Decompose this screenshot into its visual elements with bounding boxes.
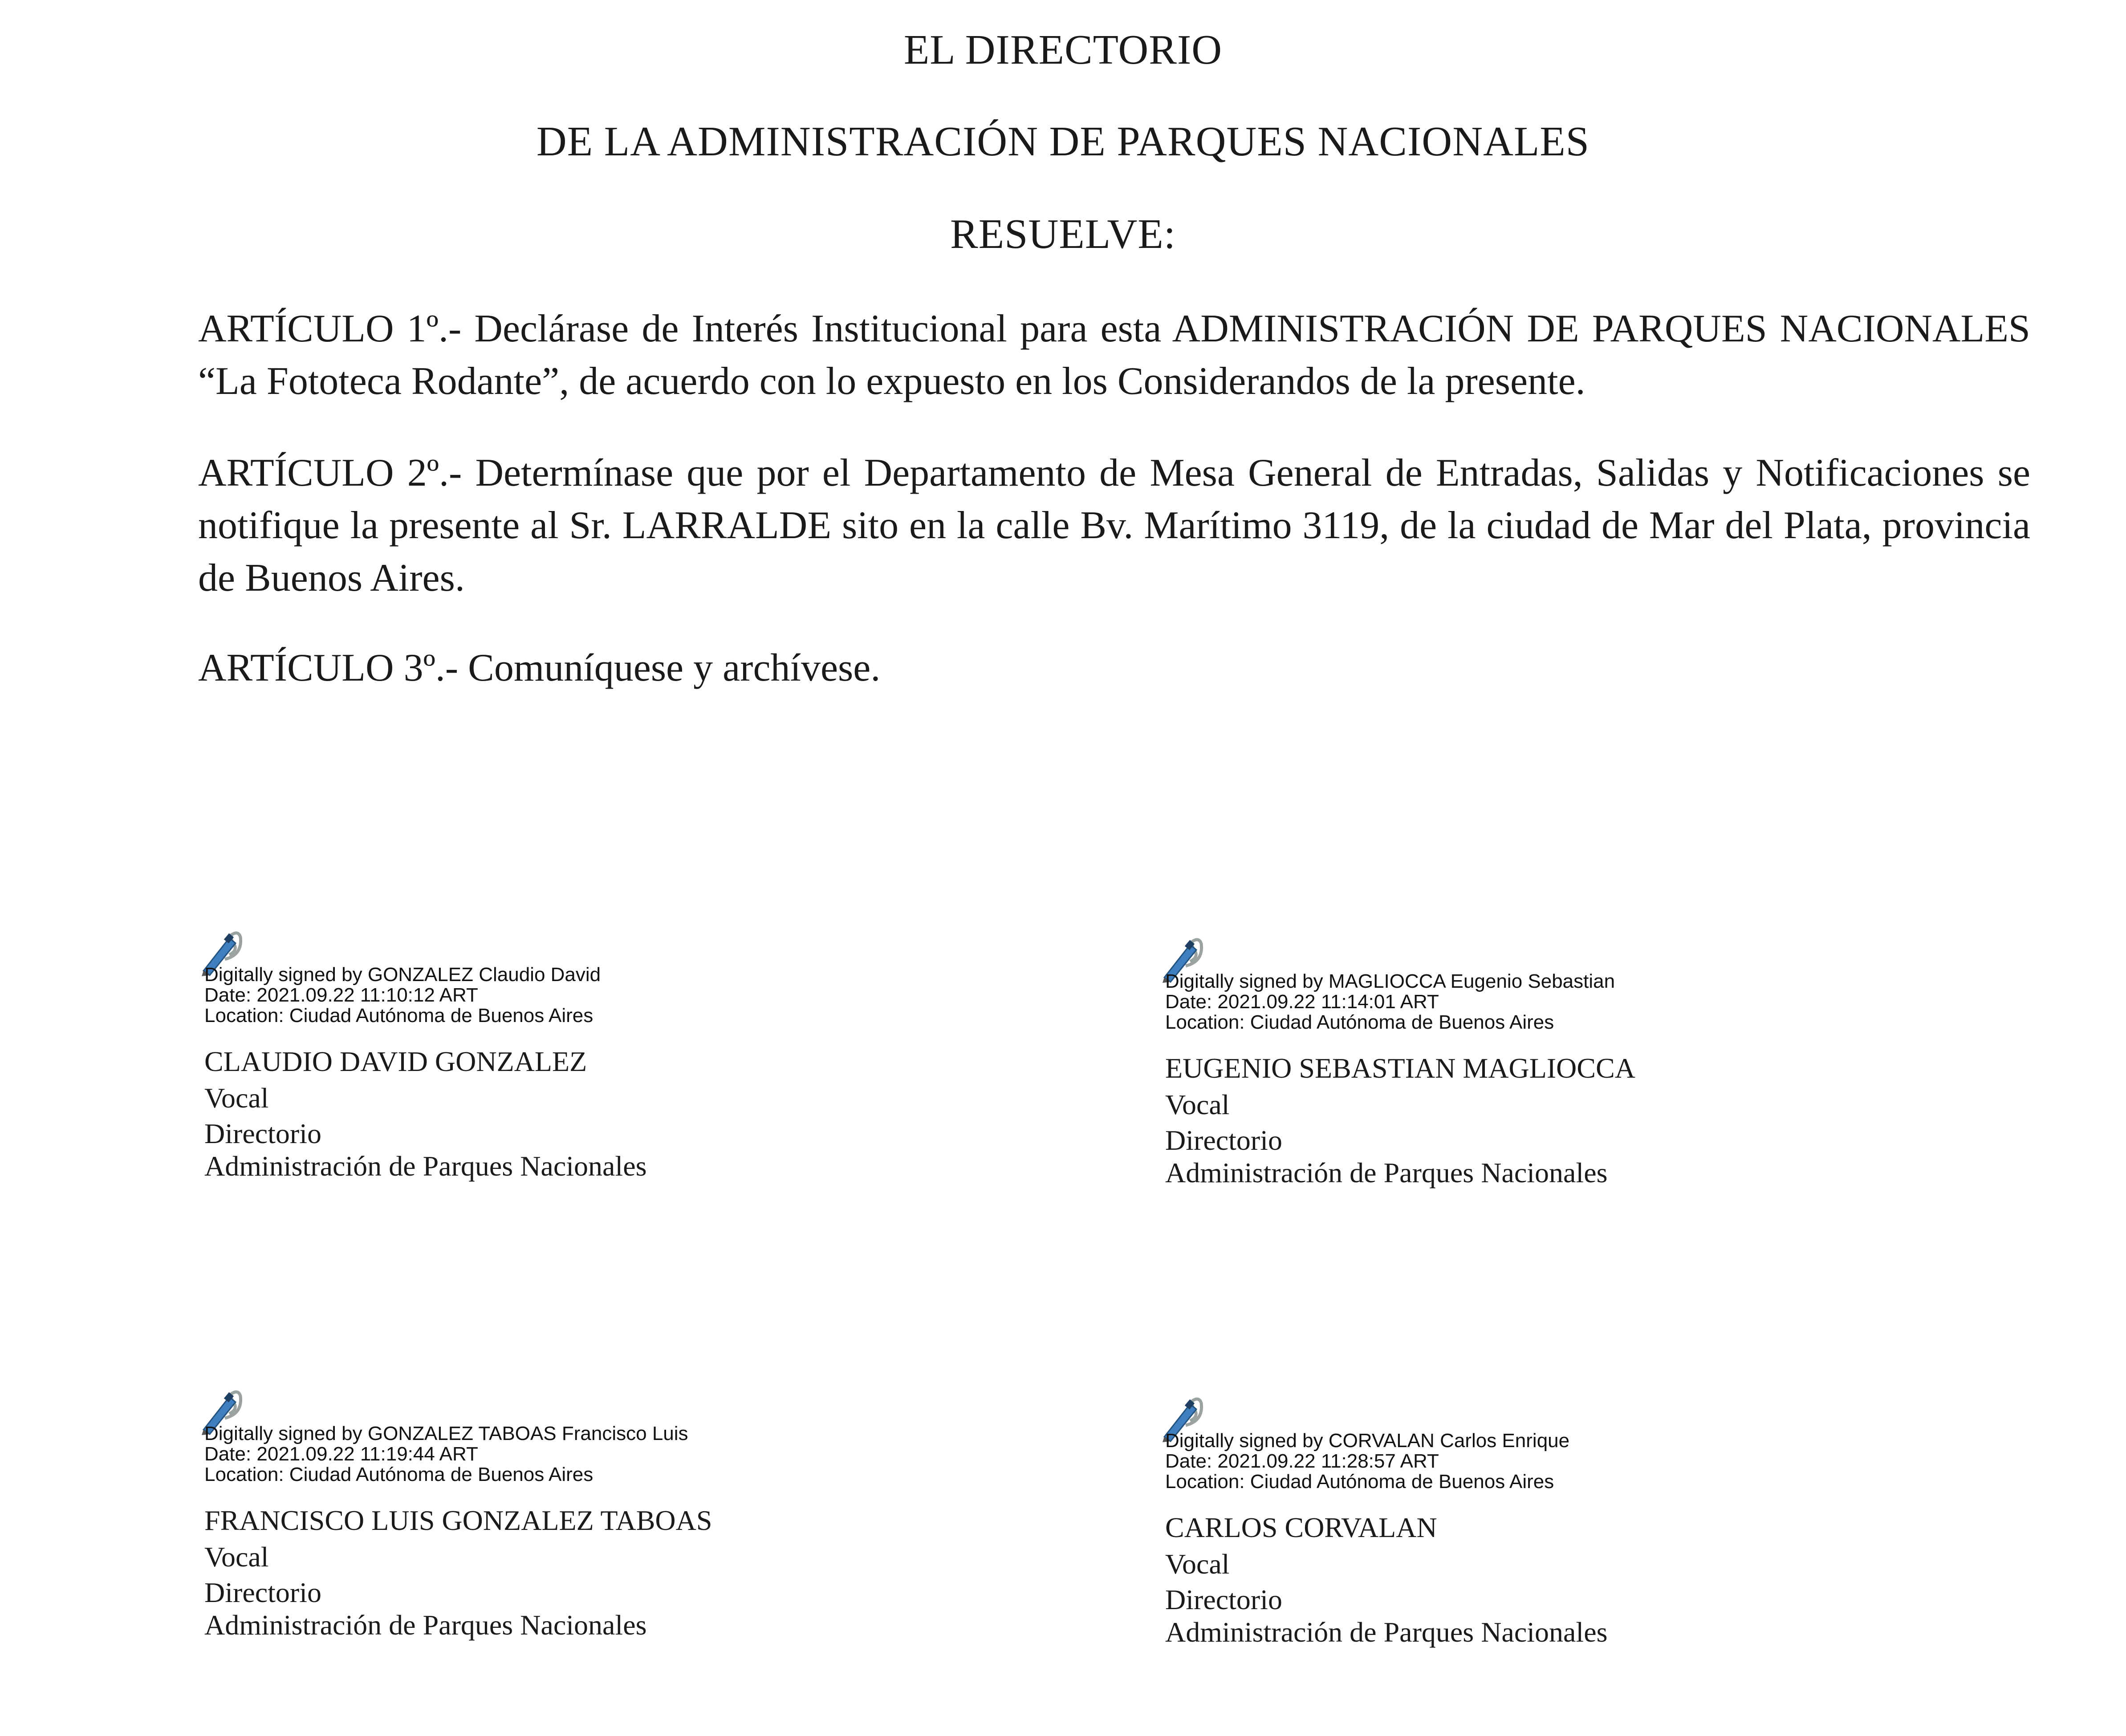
signer-department: Directorio (1165, 1124, 1282, 1156)
signature-block (1159, 1394, 2005, 1661)
signer-role: Vocal (1165, 1089, 1230, 1120)
signed-by-text: Digitally signed by GONZALEZ Claudio David (204, 964, 601, 986)
signer-role: Vocal (1165, 1548, 1230, 1580)
heading-organization: DE LA ADMINISTRACIÓN DE PARQUES NACIONALES (536, 118, 1590, 165)
signer-role: Vocal (204, 1082, 269, 1114)
signature-location: Location: Ciudad Autónoma de Buenos Aires (204, 1464, 593, 1485)
signer-department: Directorio (204, 1118, 321, 1149)
signature-date: Date: 2021.09.22 11:14:01 ART (1165, 991, 1439, 1013)
signature-date: Date: 2021.09.22 11:10:12 ART (204, 984, 478, 1006)
article-1: ARTÍCULO 1º.- Declárase de Interés Institucional para esta ADMINISTRACIÓN DE PARQUES NACIONALES “La Fototeca Rodante”, de acuerdo con lo expuesto en los Considerandos de la presente. (198, 307, 2030, 403)
signer-organization: Administración de Parques Nacionales (1165, 1616, 1608, 1648)
article-2: ARTÍCULO 2º.- Determínase que por el Departamento de Mesa General de Entradas, Salidas y Notificaciones se notifique la presente al Sr. LARRALDE sito en la calle Bv. Marítimo 3119, de la ciudad de Mar del Plata, provincia de Buenos Aires. (198, 451, 2030, 600)
signature-meta (1165, 971, 1615, 1033)
signer-organization: Administración de Parques Nacionales (204, 1609, 647, 1641)
signature-location: Location: Ciudad Autónoma de Buenos Aires (1165, 1011, 1554, 1033)
signer-organization: Administración de Parques Nacionales (1165, 1157, 1608, 1188)
signature-meta (1165, 1431, 1569, 1492)
signed-by-text: Digitally signed by MAGLIOCCA Eugenio Sebastian (1165, 970, 1615, 992)
signature-location: Location: Ciudad Autónoma de Buenos Aires (204, 1005, 593, 1026)
signer-organization: Administración de Parques Nacionales (204, 1150, 647, 1182)
article-3: ARTÍCULO 3º.- Comuníquese y archívese. (198, 646, 881, 690)
signature-date: Date: 2021.09.22 11:19:44 ART (204, 1443, 478, 1465)
signature-block (198, 928, 1044, 1195)
signer-department: Directorio (1165, 1584, 1282, 1615)
signature-meta (204, 1424, 688, 1485)
signature-meta (204, 965, 601, 1026)
signer-name: FRANCISCO LUIS GONZALEZ TABOAS (204, 1505, 712, 1536)
signer-name: CLAUDIO DAVID GONZALEZ (204, 1046, 587, 1077)
signature-block (198, 1387, 1044, 1654)
signature-block (1159, 935, 2005, 1202)
signer-name: CARLOS CORVALAN (1165, 1512, 1437, 1543)
signed-by-text: Digitally signed by GONZALEZ TABOAS Francisco Luis (204, 1423, 688, 1444)
signature-date: Date: 2021.09.22 11:28:57 ART (1165, 1450, 1439, 1472)
signer-name: EUGENIO SEBASTIAN MAGLIOCCA (1165, 1052, 1635, 1084)
heading-el-directorio: EL DIRECTORIO (903, 27, 1223, 73)
signature-location: Location: Ciudad Autónoma de Buenos Aires (1165, 1471, 1554, 1493)
signer-department: Directorio (204, 1577, 321, 1608)
signed-by-text: Digitally signed by CORVALAN Carlos Enrique (1165, 1430, 1570, 1452)
signer-role: Vocal (204, 1541, 269, 1573)
heading-resuelve: RESUELVE: (950, 211, 1176, 257)
